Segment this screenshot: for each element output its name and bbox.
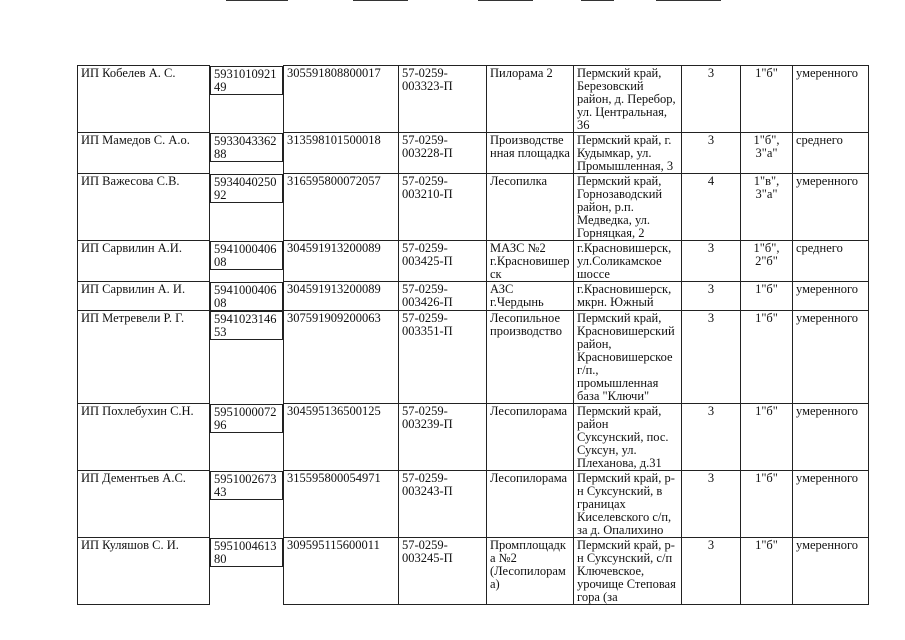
- object-address: Пермский край, р-н Суксунский, в границах Киселевского с/п, за д. Опалихино: [574, 471, 682, 538]
- risk-level: среднего: [793, 133, 869, 174]
- category-code: 1"б": [741, 538, 793, 605]
- object-name: Лесопильное производство: [487, 311, 574, 404]
- table-row: [78, 538, 869, 605]
- hazard-class: 4: [682, 174, 741, 241]
- hazard-class: 3: [682, 241, 741, 282]
- entrepreneur-name: ИП Мамедов С. А.о.: [78, 133, 210, 174]
- risk-level: умеренного: [793, 174, 869, 241]
- hazard-class: 3: [682, 282, 741, 311]
- hazard-class: 3: [682, 404, 741, 471]
- page-top-rule-4: [581, 0, 614, 1]
- page-top-rule-5: [656, 0, 721, 1]
- object-name: АЗС г.Чердынь: [487, 282, 574, 311]
- ogrn-number: 304591913200089: [284, 282, 399, 311]
- category-code: 1"б": [741, 311, 793, 404]
- table-row: [78, 471, 869, 538]
- object-address: Пермский край, Березовский район, д. Перебор, ул. Центральная, 36: [574, 66, 682, 133]
- registration-number: 57-0259-003228-П: [399, 133, 487, 174]
- entrepreneur-name: ИП Сарвилин А.И.: [78, 241, 210, 282]
- table-row: [78, 174, 869, 241]
- risk-level: умеренного: [793, 311, 869, 404]
- category-code: 1"б", 2"б": [741, 241, 793, 282]
- registration-number: 57-0259-003243-П: [399, 471, 487, 538]
- ogrn-number: 309595115600011: [284, 538, 399, 605]
- registration-number: 57-0259-003425-П: [399, 241, 487, 282]
- registration-number: 57-0259-003323-П: [399, 66, 487, 133]
- ogrn-number: 307591909200063: [284, 311, 399, 404]
- inn-number: 595100267343: [210, 471, 283, 500]
- risk-level: умеренного: [793, 404, 869, 471]
- inn-number: 595100007296: [210, 404, 283, 433]
- object-address: Пермский край, Красновишерский район, Красновишерское г/п., промышленная база "Ключи": [574, 311, 682, 404]
- object-address: Пермский край, г. Кудымкар, ул. Промышленная, 3: [574, 133, 682, 174]
- hazard-class: 3: [682, 133, 741, 174]
- registration-number: 57-0259-003426-П: [399, 282, 487, 311]
- object-name: Промплощадка №2 (Лесопилорама): [487, 538, 574, 605]
- inn-number: 594100040608: [210, 282, 283, 311]
- object-name: Пилорама 2: [487, 66, 574, 133]
- object-address: Пермский край, Горнозаводский район, р.п. Медведка, ул. Горняцкая, 2: [574, 174, 682, 241]
- table-row: [78, 241, 869, 282]
- category-code: 1"б": [741, 282, 793, 311]
- category-code: 1"в", 3"а": [741, 174, 793, 241]
- table-row: [78, 66, 869, 133]
- category-code: 1"б": [741, 404, 793, 471]
- object-name: Лесопилка: [487, 174, 574, 241]
- registration-number: 57-0259-003239-П: [399, 404, 487, 471]
- inn-number: 594102314653: [210, 311, 283, 340]
- object-name: Лесопилорама: [487, 404, 574, 471]
- inn-number: 593304336288: [210, 133, 283, 162]
- risk-level: умеренного: [793, 66, 869, 133]
- registration-number: 57-0259-003210-П: [399, 174, 487, 241]
- page-top-rule-2: [353, 0, 408, 1]
- entrepreneur-name: ИП Дементьев А.С.: [78, 471, 210, 538]
- hazard-class: 3: [682, 471, 741, 538]
- inn-number: 594100040608: [210, 241, 283, 270]
- ogrn-number: 316595800072057: [284, 174, 399, 241]
- registry-table: [77, 65, 869, 605]
- table-row: [78, 404, 869, 471]
- registration-number: 57-0259-003351-П: [399, 311, 487, 404]
- page-top-rule-3: [478, 0, 533, 1]
- entrepreneur-name: ИП Важесова С.В.: [78, 174, 210, 241]
- hazard-class: 3: [682, 66, 741, 133]
- ogrn-number: 313598101500018: [284, 133, 399, 174]
- risk-level: умеренного: [793, 538, 869, 605]
- page-top-rule-1: [226, 0, 288, 1]
- entrepreneur-name: ИП Сарвилин А. И.: [78, 282, 210, 311]
- object-name: Лесопилорама: [487, 471, 574, 538]
- object-address: г.Красновишерск, ул.Соликамское шоссе: [574, 241, 682, 282]
- entrepreneur-name: ИП Метревели Р. Г.: [78, 311, 210, 404]
- table-row: [78, 282, 869, 311]
- inn-number: 595100461380: [210, 538, 283, 567]
- hazard-class: 3: [682, 311, 741, 404]
- risk-level: среднего: [793, 241, 869, 282]
- category-code: 1"б", 3"а": [741, 133, 793, 174]
- object-address: г.Красновишерск, мкрн. Южный: [574, 282, 682, 311]
- table-row: [78, 133, 869, 174]
- table-row: [78, 311, 869, 404]
- registry-body: [78, 66, 869, 605]
- inn-number: 593404025092: [210, 174, 283, 203]
- registration-number: 57-0259-003245-П: [399, 538, 487, 605]
- object-name: МАЗС №2 г.Красновишерск: [487, 241, 574, 282]
- object-name: Производственная площадка: [487, 133, 574, 174]
- inn-number: 593101092149: [210, 66, 283, 95]
- risk-level: умеренного: [793, 282, 869, 311]
- object-address: Пермский край, район Суксунский, пос. Суксун, ул. Плеханова, д.31: [574, 404, 682, 471]
- risk-level: умеренного: [793, 471, 869, 538]
- hazard-class: 3: [682, 538, 741, 605]
- ogrn-number: 305591808800017: [284, 66, 399, 133]
- ogrn-number: 304591913200089: [284, 241, 399, 282]
- ogrn-number: 315595800054971: [284, 471, 399, 538]
- category-code: 1"б": [741, 66, 793, 133]
- entrepreneur-name: ИП Кобелев А. С.: [78, 66, 210, 133]
- ogrn-number: 304595136500125: [284, 404, 399, 471]
- category-code: 1"б": [741, 471, 793, 538]
- entrepreneur-name: ИП Куляшов С. И.: [78, 538, 210, 605]
- object-address: Пермский край, р-н Суксунский, с/п Ключевское, урочище Степовая гора (за: [574, 538, 682, 605]
- entrepreneur-name: ИП Похлебухин С.Н.: [78, 404, 210, 471]
